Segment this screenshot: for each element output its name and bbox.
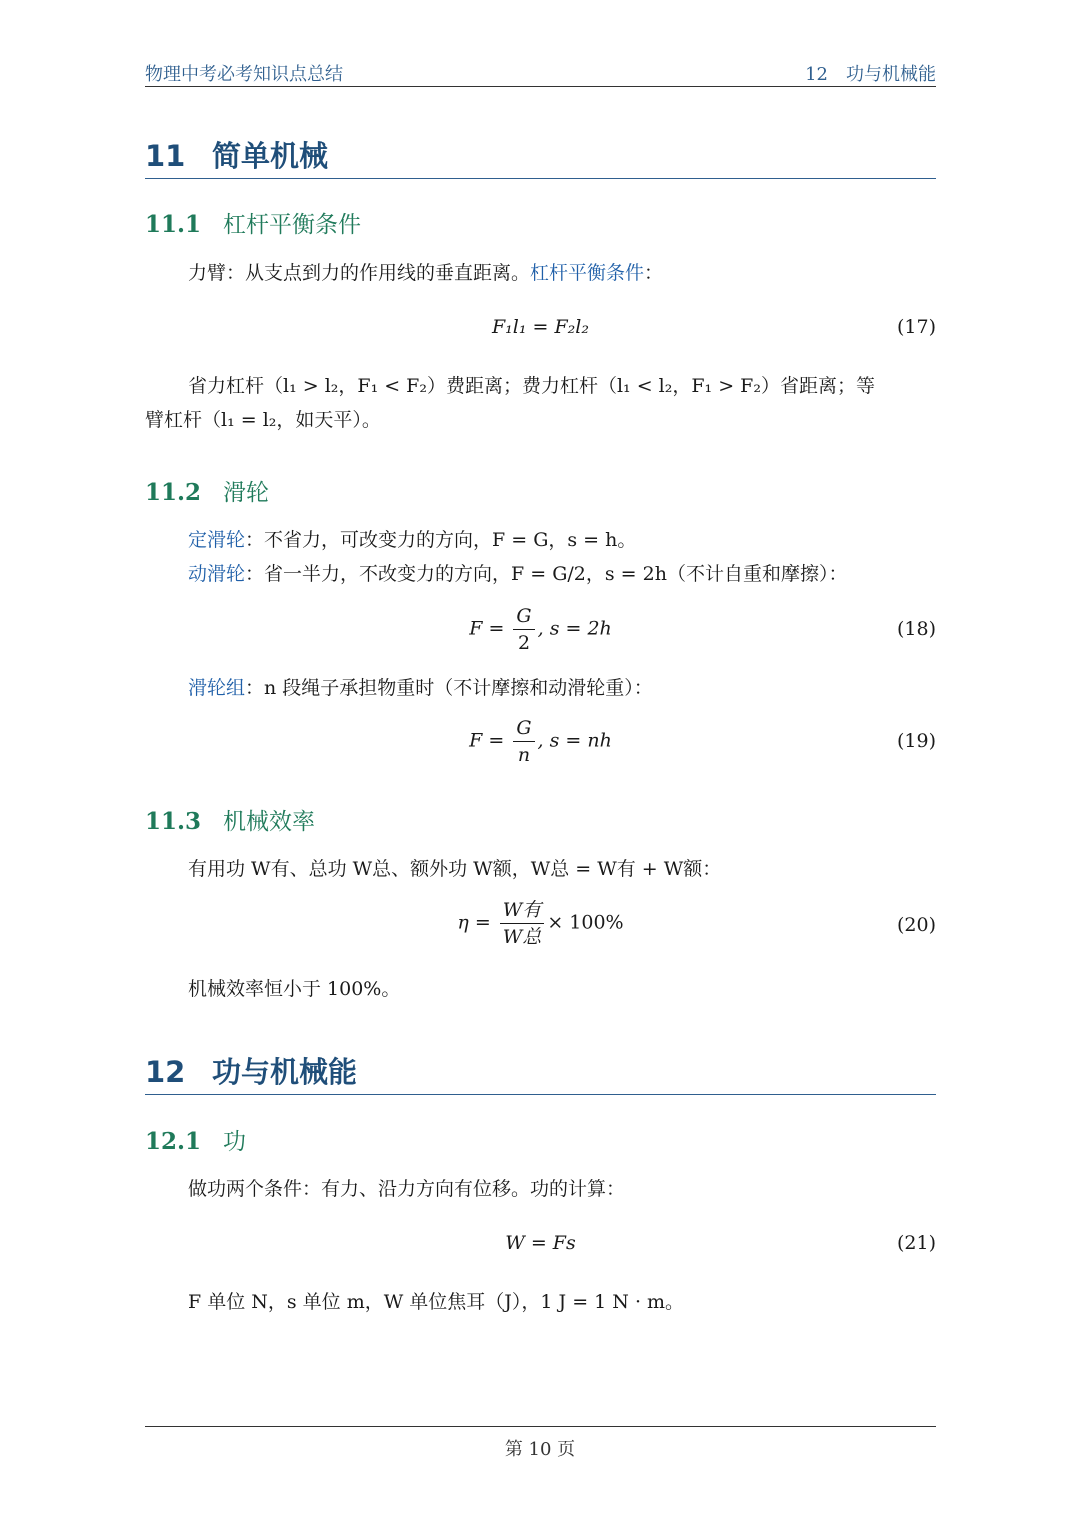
- subsection-heading-11-2: [145, 474, 269, 507]
- key-term-moving-pulley: 动滑轮: [188, 563, 246, 585]
- equation-20: [145, 898, 936, 956]
- running-header: [145, 58, 936, 87]
- text: F 单位 N，s 单位 m，W 单位焦耳（J），1 J = 1 N · m。: [188, 1291, 685, 1313]
- text: 力臂：从支点到力的作用线的垂直距离。: [188, 262, 531, 284]
- eq-lhs: F =: [469, 617, 505, 640]
- eq-lhs: F =: [469, 729, 505, 752]
- equation-21: [145, 1232, 936, 1262]
- equation-number: (17): [896, 316, 936, 338]
- subsection-number: 11.3: [145, 808, 202, 835]
- subsection-heading-11-1: [145, 206, 361, 239]
- subsection-number: 12.1: [145, 1128, 202, 1155]
- paragraph-lever-types: [145, 369, 936, 403]
- text: ：: [644, 262, 664, 284]
- fraction: [513, 716, 534, 767]
- section-heading-12: [145, 1050, 936, 1095]
- paragraph-work-units: [145, 1285, 936, 1319]
- section-number: 11: [145, 139, 186, 173]
- eq-rhs: , s = 2h: [537, 617, 612, 640]
- subsection-heading-11-3: [145, 803, 315, 836]
- paragraph-fixed-pulley: [145, 523, 936, 557]
- equation-body: F₁l₁ = F₂l₂: [492, 316, 589, 338]
- paragraph-work-types: [145, 852, 936, 886]
- text: 有用功 W有、总功 W总、额外功 W额，W总 = W有 + W额：: [188, 858, 722, 880]
- footer-rule: [145, 1426, 936, 1427]
- eq-rhs: × 100%: [547, 911, 624, 934]
- subsection-title: 功: [223, 1129, 246, 1155]
- section-title: 简单机械: [212, 139, 329, 173]
- numerator: W有: [500, 898, 545, 924]
- eq-lhs: η =: [457, 911, 491, 934]
- equation-body: [145, 716, 936, 767]
- text: ：省一半力，不改变力的方向，F = G/2，s = 2h（不计自重和摩擦）：: [245, 563, 848, 585]
- text: ：n 段绳子承担物重时（不计摩擦和动滑轮重）：: [245, 677, 653, 699]
- equation-body: [145, 898, 936, 949]
- subsection-title: 机械效率: [223, 809, 315, 835]
- section-number: 12: [145, 1055, 186, 1089]
- equation-number: (18): [896, 618, 936, 640]
- fraction: [513, 604, 534, 655]
- subsection-number: 11.1: [145, 211, 202, 238]
- header-book-title: 物理中考必考知识点总结: [145, 64, 343, 85]
- subsection-title: 杠杆平衡条件: [223, 212, 361, 238]
- text: 臂杠杆（l₁ = l₂，如天平）。: [145, 409, 381, 431]
- equation-19: [145, 716, 936, 772]
- numerator: G: [513, 716, 534, 742]
- header-chapter-number: 12: [805, 64, 828, 85]
- subsection-heading-12-1: [145, 1123, 246, 1156]
- text: 做功两个条件：有力、沿力方向有位移。功的计算：: [188, 1178, 626, 1200]
- numerator: G: [513, 604, 534, 630]
- equation-number: (21): [896, 1232, 936, 1254]
- key-term-lever-balance: 杠杆平衡条件: [530, 262, 645, 284]
- equation-18: [145, 604, 936, 660]
- equation-body: [145, 604, 936, 655]
- text: 省力杠杆（l₁ > l₂，F₁ < F₂）费距离；费力杠杆（l₁ < l₂，F₁ > F₂）省距离；等: [188, 375, 875, 397]
- subsection-number: 11.2: [145, 479, 202, 506]
- denominator: n: [517, 744, 531, 766]
- eq-rhs: , s = nh: [537, 729, 612, 752]
- paragraph-pulley-block: [145, 671, 936, 705]
- subsection-title: 滑轮: [223, 480, 269, 506]
- text: 机械效率恒小于 100%。: [188, 978, 401, 1000]
- text: ：不省力，可改变力的方向，F = G，s = h。: [245, 529, 637, 551]
- denominator: 2: [517, 632, 531, 654]
- page-number: 第 10 页: [504, 1439, 576, 1460]
- equation-number: (20): [896, 914, 936, 936]
- paragraph-efficiency-note: [145, 972, 936, 1006]
- section-heading-11: [145, 134, 936, 179]
- denominator: W总: [502, 926, 542, 948]
- paragraph-work-conditions: [145, 1172, 936, 1206]
- paragraph-moving-pulley: [145, 557, 936, 591]
- equation-number: (19): [896, 730, 936, 752]
- paragraph-lever-arm: [145, 256, 936, 290]
- header-chapter-title: 功与机械能: [846, 64, 936, 85]
- equation-17: [145, 316, 936, 346]
- key-term-pulley-block: 滑轮组: [188, 677, 246, 699]
- key-term-fixed-pulley: 定滑轮: [188, 529, 246, 551]
- header-chapter: [805, 60, 936, 86]
- section-title: 功与机械能: [212, 1055, 358, 1089]
- equation-body: W = Fs: [505, 1232, 576, 1254]
- fraction: [500, 898, 545, 949]
- paragraph-lever-types-cont: [145, 403, 936, 437]
